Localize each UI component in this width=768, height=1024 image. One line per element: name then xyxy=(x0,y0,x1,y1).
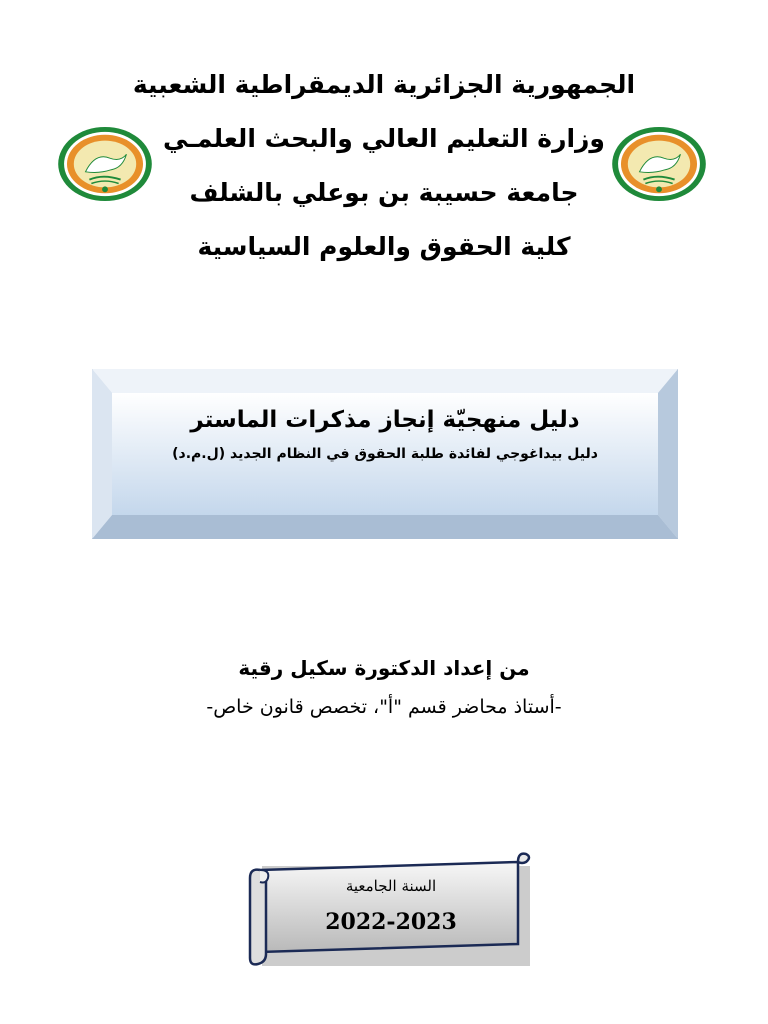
author-block xyxy=(0,648,768,726)
author-rank: -أستاذ محاضر قسم "أ"، تخصص قانون خاص- xyxy=(206,696,562,718)
document-subtitle: دليل بيداغوجي لفائدة طلبة الحقوق في النظام الجديد (ل.م.د) xyxy=(172,446,598,462)
document-title: دليل منهجيّة إنجاز مذكرات الماستر xyxy=(190,407,580,433)
academic-year-block xyxy=(262,872,520,944)
header-university: جامعة حسيبة بن بوعلي بالشلف xyxy=(189,178,579,207)
header-republic: الجمهورية الجزائرية الديمقراطية الشعبية xyxy=(132,70,636,99)
university-logo-left xyxy=(56,125,154,203)
header-ministry: وزارة التعليم العالي والبحث العلمـي xyxy=(163,124,605,153)
university-logo-right xyxy=(610,125,708,203)
academic-year-label: السنة الجامعية xyxy=(345,877,437,895)
title-block xyxy=(92,398,678,466)
header-faculty: كلية الحقوق والعلوم السياسية xyxy=(197,232,571,261)
academic-year-value: 2022-2023 xyxy=(325,909,457,935)
author-name: من إعداد الدكتورة سكيل رقية xyxy=(238,656,530,680)
